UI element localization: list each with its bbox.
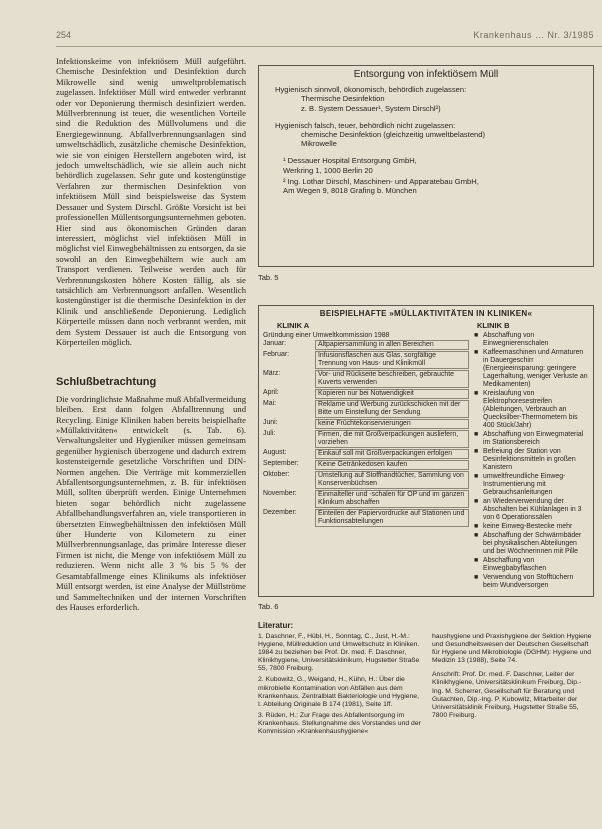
klinik-b-text: an Wiederverwendung der Abschalten bei Kühlanlagen in 3 von 6 Operationssälen bbox=[483, 498, 582, 521]
klinik-a-month: September: bbox=[263, 460, 299, 467]
bullet-icon: ■ bbox=[474, 532, 479, 539]
table-5-subitem: Mikrowelle bbox=[301, 139, 337, 149]
table-5-address: Werkring 1, 1000 Berlin 20 bbox=[283, 165, 373, 175]
klinik-a-row bbox=[263, 389, 469, 400]
klinik-a-activity: Infusionsflaschen aus Glas, sorgfältige Trennung von Haus- und Klinikmüll bbox=[315, 351, 469, 369]
header-rule bbox=[56, 46, 602, 47]
klinik-b-text: Abschaffung der Schwärmbäder bei physikalischen Abteilungen und bei Wöchnerinnen mit Pille bbox=[483, 532, 582, 555]
left-column bbox=[56, 56, 246, 612]
klinik-a-month: Juli: bbox=[263, 430, 276, 437]
literature-continuation bbox=[432, 633, 592, 726]
klinik-b-text: Kaffeemaschinen und Armaturen in Dauergeschirr (Energieeinsparung: geringere Lagerhaltung, weniger Verluste an Medikamenten) bbox=[483, 349, 588, 388]
klinik-a-list bbox=[263, 332, 469, 528]
bullet-icon: ■ bbox=[474, 498, 479, 505]
klinik-b-item bbox=[474, 431, 588, 447]
klinik-a-row bbox=[263, 370, 469, 389]
klinik-b-item bbox=[474, 349, 588, 389]
klinik-a-month: April: bbox=[263, 389, 279, 396]
bullet-icon: ■ bbox=[474, 431, 479, 438]
bullet-icon: ■ bbox=[474, 557, 479, 564]
bullet-icon: ■ bbox=[474, 574, 479, 581]
klinik-a-month: März: bbox=[263, 370, 281, 377]
literature-continuation-text: Anschrift: Prof. Dr. med. F. Daschner, Leiter der Klinikhygiene, Universitätsklinikum Freiburg, Dip.-Ing. M. Scherrer, Gesellschaft für Beratung und Gutachten, Dip.-Ing. P. Kubowitz, Mitarbeiter der Universitätsklinik Freiburg, Hugstetter Straße 55, 7800 Freiburg. bbox=[432, 671, 582, 719]
klinik-b-item bbox=[474, 557, 588, 573]
klinik-a-row bbox=[263, 430, 469, 449]
literature-heading: Literatur: bbox=[258, 621, 294, 630]
literature-list bbox=[258, 633, 423, 739]
table-5-item: Hygienisch falsch, teuer, behördlich nicht zugelassen: bbox=[275, 120, 456, 130]
table-5-address: ¹ Dessauer Hospital Entsorgung GmbH, bbox=[283, 156, 417, 166]
page-number: 254 bbox=[56, 30, 72, 40]
klinik-b-item bbox=[474, 473, 588, 497]
klinik-b-item bbox=[474, 523, 588, 531]
table-5-subitem: chemische Desinfektion (gleichzeitig umweltbelastend) bbox=[301, 130, 486, 140]
klinik-b-item bbox=[474, 532, 588, 556]
klinik-a-row bbox=[263, 509, 469, 528]
klinik-a-row bbox=[263, 400, 469, 419]
klinik-a-month: Oktober: bbox=[263, 471, 290, 478]
section-heading: Schlußbetrachtung bbox=[56, 376, 157, 389]
table-5-address: ² Ing. Lothar Dirschl, Maschinen- und Apparatebau GmbH, bbox=[283, 176, 479, 186]
klinik-b-item bbox=[474, 448, 588, 472]
klinik-a-activity: Altpapiersammlung in allen Bereichen bbox=[315, 340, 469, 350]
klinik-a-month: August: bbox=[263, 449, 287, 456]
klinik-a-label: KLINIK A bbox=[277, 321, 310, 330]
klinik-a-activity: Vor- und Rückseite beschreiben, gebrauchte Kuverts verwenden bbox=[315, 370, 469, 388]
klinik-a-activity: Einteilen der Papiervordrucke auf Stationen und Funktionsabteilungen bbox=[315, 509, 469, 527]
klinik-b-label: KLINIK B bbox=[477, 321, 510, 330]
table-5-subitem: z. B. System Dessauer¹, System Dirschl²) bbox=[301, 103, 441, 113]
klinik-b-item bbox=[474, 574, 588, 590]
klinik-a-activity: Einmalteller und -schalen für OP und im ganzen Klinikum abschaffen bbox=[315, 490, 469, 508]
page-header bbox=[56, 30, 602, 42]
klinik-b-text: Abschaffung von Einwegnierenschalen bbox=[483, 332, 549, 347]
klinik-a-activity: Reklame und Werbung zurückschicken mit der Bitte um Einstellung der Sendung bbox=[315, 400, 469, 418]
klinik-a-row bbox=[263, 332, 469, 340]
bullet-icon: ■ bbox=[474, 390, 479, 397]
klinik-a-month: Gründung einer Umweltkommission 1988 bbox=[263, 332, 390, 339]
bullet-icon: ■ bbox=[474, 332, 479, 339]
table-5-address: Am Wegen 9, 8018 Grafing b. München bbox=[283, 186, 417, 196]
table-6-title: BEISPIELHAFTE »MÜLLAKTIVITÄTEN IN KLINIKEN« bbox=[319, 309, 533, 318]
klinik-a-month: Dezember: bbox=[263, 509, 297, 516]
klinik-a-activity: Umstellung auf Stoffhandtücher, Sammlung von Konservenbüchsen bbox=[315, 471, 469, 489]
klinik-b-text: Abschaffung von Einwegbabyflaschen bbox=[483, 557, 547, 572]
klinik-b-text: keine Einweg-Bestecke mehr bbox=[483, 523, 573, 530]
literature-item: 2. Kubowitz, G., Weigand, H., Kühn, H.: Über die mikrobielle Kontamination von Abfällen aus dem Krankenhaus. Zentralblatt Bakteriologie und Hygiene, I. Abteilung Originale B 174 (1981), Seite 1ff. bbox=[258, 676, 419, 708]
table-5-caption: Tab. 5 bbox=[258, 273, 279, 282]
bullet-icon: ■ bbox=[474, 349, 479, 356]
klinik-a-activity: Kopieren nur bei Notwendigkeit bbox=[315, 389, 469, 399]
klinik-a-row bbox=[263, 471, 469, 490]
table-6-box bbox=[258, 305, 594, 597]
klinik-a-row bbox=[263, 449, 469, 460]
bullet-icon: ■ bbox=[474, 473, 479, 480]
bullet-icon: ■ bbox=[474, 523, 479, 530]
klinik-a-activity: Keine Getränkedosen kaufen bbox=[315, 460, 469, 470]
klinik-b-text: Abschaffung von Einwegmaterial im Stationsbereich bbox=[483, 431, 584, 446]
klinik-a-row bbox=[263, 419, 469, 430]
klinik-a-month: Juni: bbox=[263, 419, 278, 426]
literature-item: 1. Daschner, F., Hübl, H., Sonntag, C., Just, H.-M.: Hygiene, Müllreduktion und Umweltschutz in Kliniken. 1984 zu beziehen bei Prof. Dr. med. F. Daschner, Klinikhygiene, Universitätsklinikum, Hugstetter Straße 55, 7800 Freiburg. bbox=[258, 633, 420, 673]
klinik-b-item bbox=[474, 498, 588, 522]
journal-title: Krankenhaus … Nr. 3/1985 bbox=[473, 30, 594, 40]
literature-item: 3. Rüden, H.: Zur Frage des Abfallentsorgung im Krankenhaus. Stellungnahme des Vorstandes und der Kommission »Krankenhaushygiene« bbox=[258, 711, 421, 736]
klinik-b-text: Kreislaufung von Elektrophoresestreifen (Ableitungen, Verbrauch an Quecksilber-Thermometern bis 400 Stück/Jahr) bbox=[483, 390, 578, 429]
bullet-icon: ■ bbox=[474, 448, 479, 455]
klinik-a-month: Februar: bbox=[263, 351, 290, 358]
klinik-b-item bbox=[474, 332, 588, 348]
body-paragraph: Die vordringlichste Maßnahme muß Abfallvermeidung bleiben. Erst dann folgen Abfalltrennung und Recycling. Einige Kliniken haben bereits beispielhafte »Müllaktivitäten« entwickelt (s. Tab. 6). Verwaltungsleiter und Hygieniker müssen gemeinsam gegenüber hygienisch überzogene und dadurch extrem kostensteigernde gesetzliche Vorschriften und DIN-Normen angehen. Die Verträge mit kommerziellen Abfallentsorgungsunternehmen, z. B. für infektiösen Müll, sollten überprüft werden. Einige Unternehmen bieten sogar behördlich nicht zugelassene Abfallbehandlungsverfahren an, viele transportieren in übersetzten Einwegbehältnissen den infektiösen Müll über Hunderte von Kilometern zu einer Müllverbrennungsanlage, das primäre Interesse dieser Firmen ist nicht, die Menge von infektiösem Müll zu reduzieren. Wenn nicht alle 3 % bis 5 % der Gesamtabfallmenge eines Klinikums als infektiöser Müll entsorgt werden, ist eine Analyse der Müllströme und Sammeltechniken und der internen Vorschriften des Hauses erforderlich. bbox=[56, 393, 246, 612]
klinik-b-text: Verwendung von Stofftüchern beim Wundversorgen bbox=[483, 574, 574, 589]
literature-continuation-text: haushygiene und Praxishygiene der Sektion Hygiene und Gesundheitswesen der Deutschen Gesellschaft für Hygiene und Mikrobiologie (DGHM): Hygiene und Medizin 13 (1988), Seite 74. bbox=[432, 633, 592, 665]
klinik-b-list bbox=[474, 332, 588, 591]
table-5-item: Hygienisch sinnvoll, ökonomisch, behördlich zugelassen: bbox=[275, 85, 467, 95]
klinik-b-text: umweltfreundliche Einweg-Instrumentierung mit Gebrauchsanleitungen bbox=[483, 473, 566, 496]
klinik-a-row bbox=[263, 460, 469, 471]
klinik-b-item bbox=[474, 390, 588, 430]
klinik-b-text: Befreiung der Station von Desinfektionsmitteln in großen Kanistern bbox=[483, 448, 576, 471]
table-5-subitem: Thermische Desinfektion bbox=[301, 94, 385, 104]
table-5-box bbox=[258, 65, 594, 267]
klinik-a-month: November: bbox=[263, 490, 297, 497]
klinik-a-month: Mai: bbox=[263, 400, 277, 407]
klinik-a-row bbox=[263, 351, 469, 370]
klinik-a-row bbox=[263, 340, 469, 351]
klinik-a-month: Januar: bbox=[263, 340, 286, 347]
table-6-caption: Tab. 6 bbox=[258, 602, 279, 611]
table-5-title: Entsorgung von infektiösem Müll bbox=[353, 69, 499, 80]
klinik-a-row bbox=[263, 490, 469, 509]
klinik-a-activity: Firmen, die mit Großverpackungen ausliefern, vorziehen bbox=[315, 430, 469, 448]
klinik-a-activity: keine Früchtekonservierungen bbox=[315, 419, 469, 429]
klinik-a-activity: Einkauf soll mit Großverpackungen erfolgen bbox=[315, 449, 469, 459]
body-paragraph: Infektionskeime von infektiösem Müll aufgeführt. Chemische Desinfektion und Desinfektion durch Mikrowelle sind wenig umweltproblematisch zugelassen. Infektiöser Müll wird entweder verbrannt oder vor Deponierung thermisch desinfiziert werden. Müllverbrennung ist teuer, die wesentlichen Vorteile sind die Reduktion des Müllvolumens und die Energiegewinnung. Abfallverbrennungsanlagen sind umweltschädlich, zusätzliche chemische Desinfektion, wie sie von einigen Herstellern angeboten wird, ist jedoch umweltschädlich, wie sie allein auch nicht behördlich zugelassen. Sehr gute und kostengünstige Verfahren zur thermischen Desinfektion von infektiösem Müll sind beispielsweise das System Dessauer und System Dirschl. Größte Vorsicht ist bei professionellen Müllentsorgungsunternehmen geboten. Hier sind aus ökonomischen Gründen daran interessiert, möglichst viel infektiösen Müll in möglichst viel Einwegbehältnissen zu entsorgen, da sie sowohl an den Einwegbehältern wie auch am Transport verdienen. Teilweise werden auch für Verbrennungskosten höhere Kosten fällig, als sie tatsächlich am Verbrennungsort anfallen. Wesentlich kostengünstiger ist die thermische Desinfektion in der Klinik und anschließende Deponierung. Lediglich Körperteile müssen dann noch verbrannt werden, mit dem System Dessauer ist auch die Entsorgung von Körperteilen möglich. bbox=[56, 56, 246, 347]
